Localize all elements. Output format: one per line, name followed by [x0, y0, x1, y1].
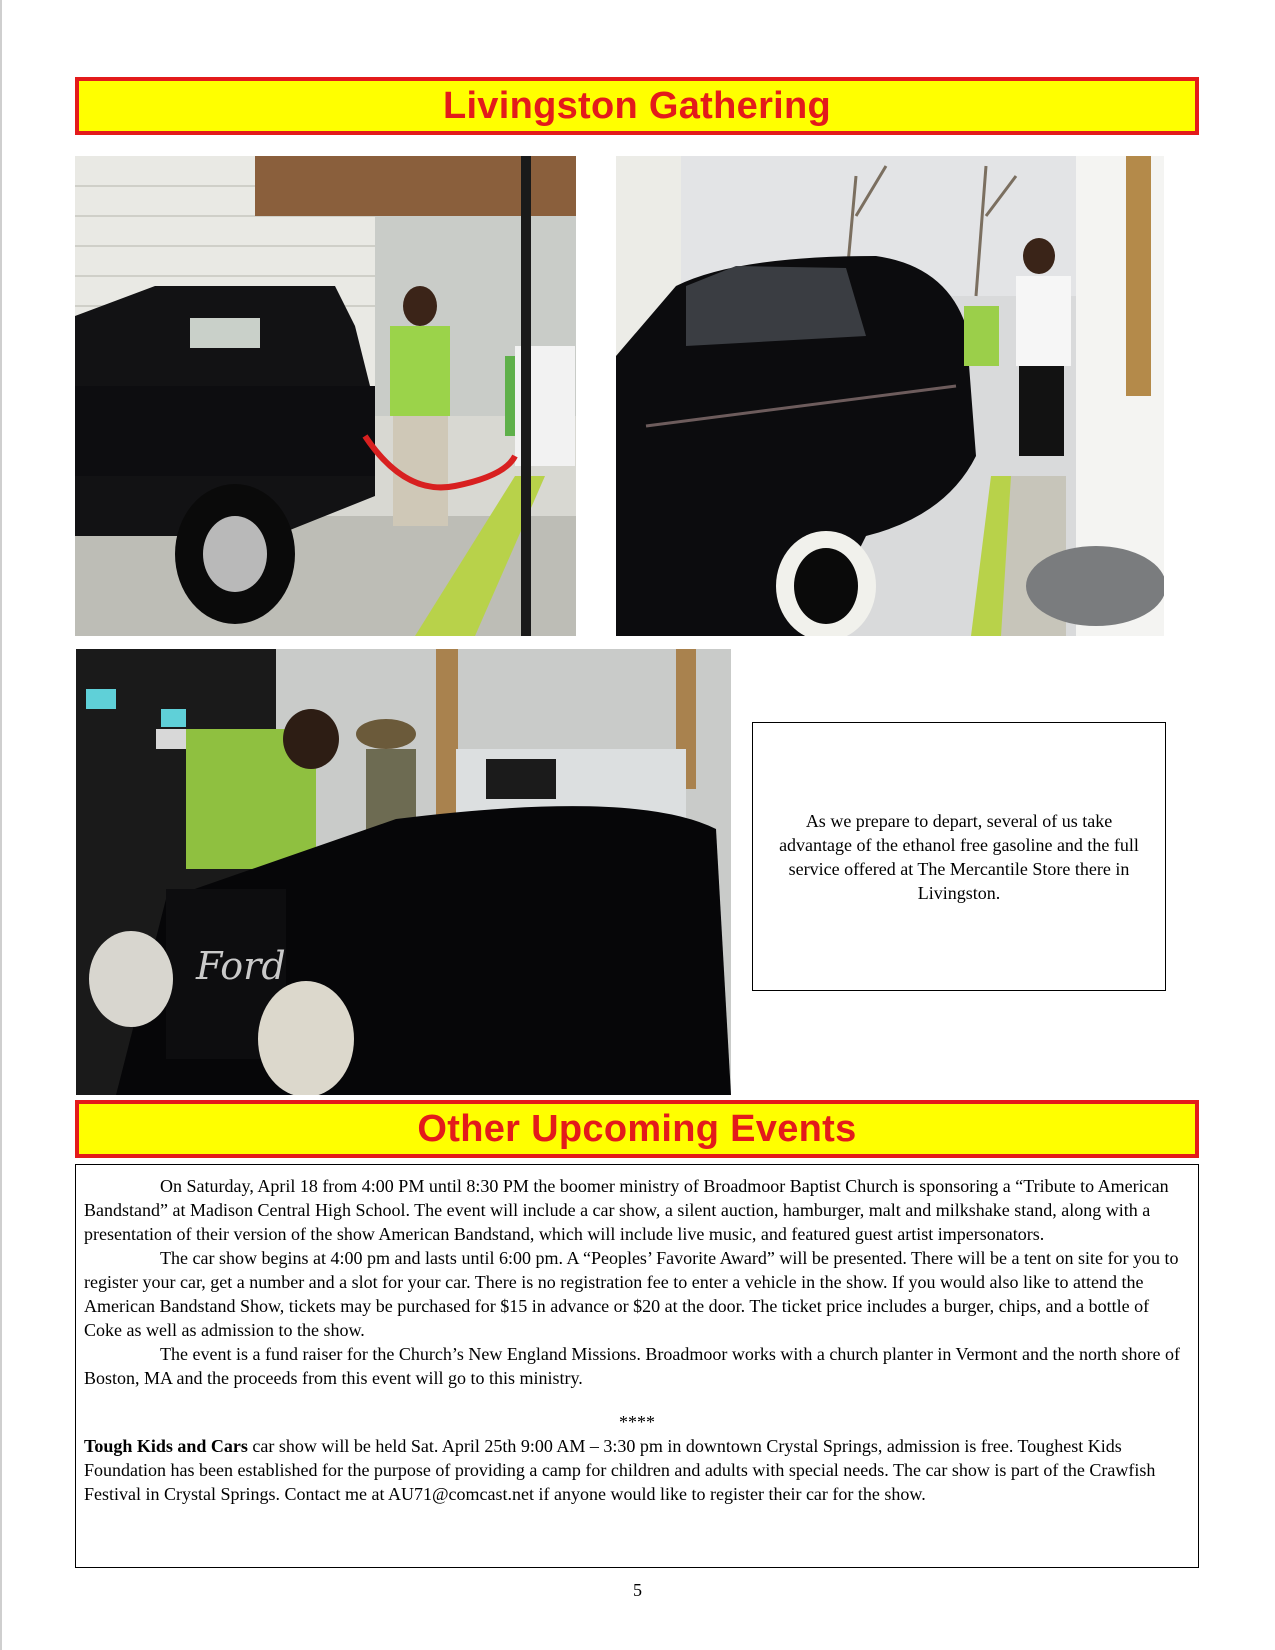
- page-edge-rule: [0, 0, 2, 1650]
- photo-ford-model-t-fueling: [76, 649, 731, 1095]
- livingston-gathering-banner: [75, 77, 1199, 135]
- svg-text:Ford: Ford: [196, 944, 286, 988]
- event-name-bold: Tough Kids and Cars: [84, 1436, 248, 1456]
- separator: ****: [619, 1412, 655, 1432]
- page-number: 5: [633, 1580, 642, 1600]
- photo-pickup-truck-fueling: [75, 156, 576, 636]
- event-paragraph-fundraiser: The event is a fund raiser for the Church’s New England Missions. Broadmoor works with a church planter in Vermont and the north shore of Boston, MA and the proceeds from this event will go to this ministry.: [84, 1344, 1180, 1388]
- other-upcoming-events-banner: [75, 1100, 1199, 1158]
- photo-black-sedan-fueling: [616, 156, 1164, 636]
- event-details: car show will be held Sat. April 25th 9:00 AM – 3:30 pm in downtown Crystal Springs, admission is free. Toughest Kids Foundation has been established for the purpose of providing a camp for children and adults with special needs. The car show is part of the Crawfish Festival in Crystal Springs. Contact me at AU71@comcast.net if anyone would like to register their car for the show.: [84, 1436, 1156, 1504]
- events-text-box: [75, 1164, 1199, 1568]
- section-title: Other Upcoming Events: [417, 1107, 857, 1150]
- event-paragraph-bandstand: On Saturday, April 18 from 4:00 PM until 8:30 PM the boomer ministry of Broadmoor Baptist Church is sponsoring a “Tribute to American Bandstand” at Madison Central High School. The event will include a car show, a silent auction, hamburger, malt and milkshake stand, along with a presentation of their version of the show American Bandstand, which will include live music, and featured guest artist impersonators.: [84, 1176, 1169, 1244]
- caption-text: As we prepare to depart, several of us take advantage of the ethanol free gasoline and the full service offered at The Mercantile Store there in Livingston.: [779, 810, 1139, 903]
- section-title: Livingston Gathering: [442, 84, 832, 127]
- event-paragraph-car-show: The car show begins at 4:00 pm and lasts until 6:00 pm. A “Peoples’ Favorite Award” will be presented. There will be a tent on site for you to register your car, get a number and a slot for your car. There is no registration fee to enter a vehicle in the show. If you would also like to attend the American Bandstand Show, tickets may be purchased for $15 in advance or $20 at the door. The ticket price includes a burger, chips, and a bottle of Coke as well as admission to the show.: [84, 1248, 1179, 1340]
- photo-caption-box: [752, 722, 1166, 991]
- event-paragraph-tough-kids: [84, 1434, 1190, 1506]
